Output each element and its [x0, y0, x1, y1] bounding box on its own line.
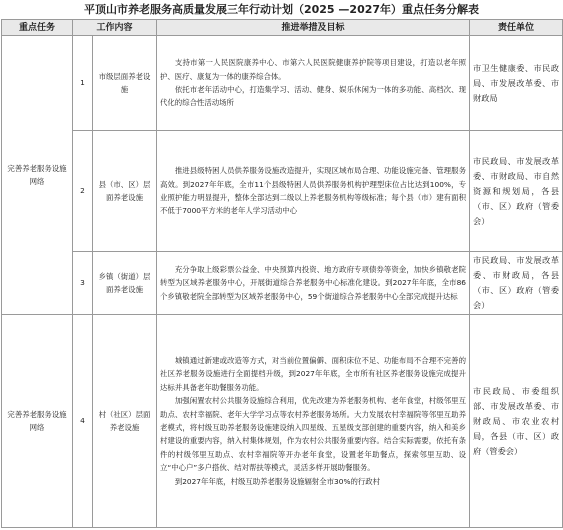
unit-cell: 市民政局、市委组织部、市发展改革委、市财政局、市农业农村局，各县（市、区）政府（管委会） — [470, 315, 563, 528]
task-cell: 完善养老服务设施网络 — [2, 315, 73, 528]
measures-cell — [157, 131, 470, 252]
header-task: 重点任务 — [2, 20, 73, 36]
header-measures: 推进举措及目标 — [157, 20, 470, 36]
page-title: 平顶山市养老服务高质量发展三年行动计划（2025 —2027年）重点任务分解表 — [83, 3, 480, 16]
row-number: 2 — [73, 131, 93, 252]
task-table — [1, 19, 563, 528]
content-cell: 县（市、区）层面养老设施 — [93, 131, 157, 252]
content-cell: 市级层面养老设施 — [93, 36, 157, 131]
unit-cell: 市民政局、市发展改革委、市财政局，各县（市、区）政府（管委会） — [470, 252, 563, 315]
measures-cell — [157, 315, 470, 528]
table-header-row — [2, 20, 563, 36]
measures-cell — [157, 36, 470, 131]
row-number: 3 — [73, 252, 93, 315]
header-unit: 责任单位 — [470, 20, 563, 36]
table-row — [2, 252, 563, 315]
measure-paragraph: 加强闲置农村公共服务设施综合利用，优先改建为养老服务机构、老年食堂，村级邻里互助点、农村幸福院、老年大学学习点等农村养老服务场所。大力发展农村幸福院等邻里互助养老模式，将村级互助养老服务设施建设纳入四星级、五星级支部创建的重要内容，纳入和美乡村建设的重要内容，纳入村集体规划，作为农村公共服务重要内容。结合实际需要，依托有条件的村级邻里互助点、农村幸福院等开办老年食堂，设置老年助餐点，探索邻里互助、设立“中心户”多户搭伙、结对帮扶等模式，灵活多样开展助餐服务。 — [160, 396, 467, 473]
table-row — [2, 36, 563, 131]
measure-paragraph: 推进县级特困人员供养服务设施改造提升，实现区域布局合理、功能设施完备、管理服务高效。到2027年年底，全市11个县级特困人员供养服务机构护理型床位占比达到100%，专业照护能力明显提升，整体全部达到二级以上养老服务机构等级标准；每个县（市）建有面积不低于7000平方米的老年人学习活动中心 — [160, 166, 467, 216]
measure-paragraph: 城镇通过新建或改造等方式，对当前位置偏僻、面积床位不足、功能布局不合理不完善的社区养老服务设施进行全面提档升级，到2027年年底，全市所有社区养老服务设施完成提升达标并具备老年助餐服务功能。 — [160, 355, 467, 392]
row-number: 1 — [73, 36, 93, 131]
row-number: 4 — [73, 315, 93, 528]
task-cell: 完善养老服务设施网络 — [2, 36, 73, 315]
table-row — [2, 315, 563, 528]
unit-cell: 市卫生健康委、市民政局、市发展改革委、市财政局 — [470, 36, 563, 131]
table-row — [2, 131, 563, 252]
measure-paragraph: 支持市第一人民医院康养中心、市第六人民医院健康养护院等项目建设，打造以老年照护、医疗、康复为一体的康养综合体。 — [160, 58, 467, 81]
measure-paragraph: 充分争取上级彩票公益金、中央预算内投资、地方政府专项债券等资金，加快乡镇敬老院转型为区域养老服务中心，开展街道综合养老服务中心标准化建设。到2027年年底，全市86个乡镇敬老院全部转型为区域养老服务中心，59个街道综合养老服务中心全部完成提升达标 — [160, 264, 467, 301]
content-cell: 村（社区）层面养老设施 — [93, 315, 157, 528]
header-content: 工作内容 — [73, 20, 157, 36]
unit-cell: 市民政局、市发展改革委、市财政局、市自然资源和规划局，各县（市、区）政府（管委会） — [470, 131, 563, 252]
measure-paragraph: 依托市老年活动中心，打造集学习、活动、健身、娱乐休闲为一体的多功能、高档次、现代化的综合性活动场所 — [160, 85, 467, 108]
measure-paragraph: 到2027年年底，村级互助养老服务设施辐射全市30%的行政村 — [174, 476, 381, 486]
measures-cell — [157, 252, 470, 315]
content-cell: 乡镇（街道）层面养老设施 — [93, 252, 157, 315]
